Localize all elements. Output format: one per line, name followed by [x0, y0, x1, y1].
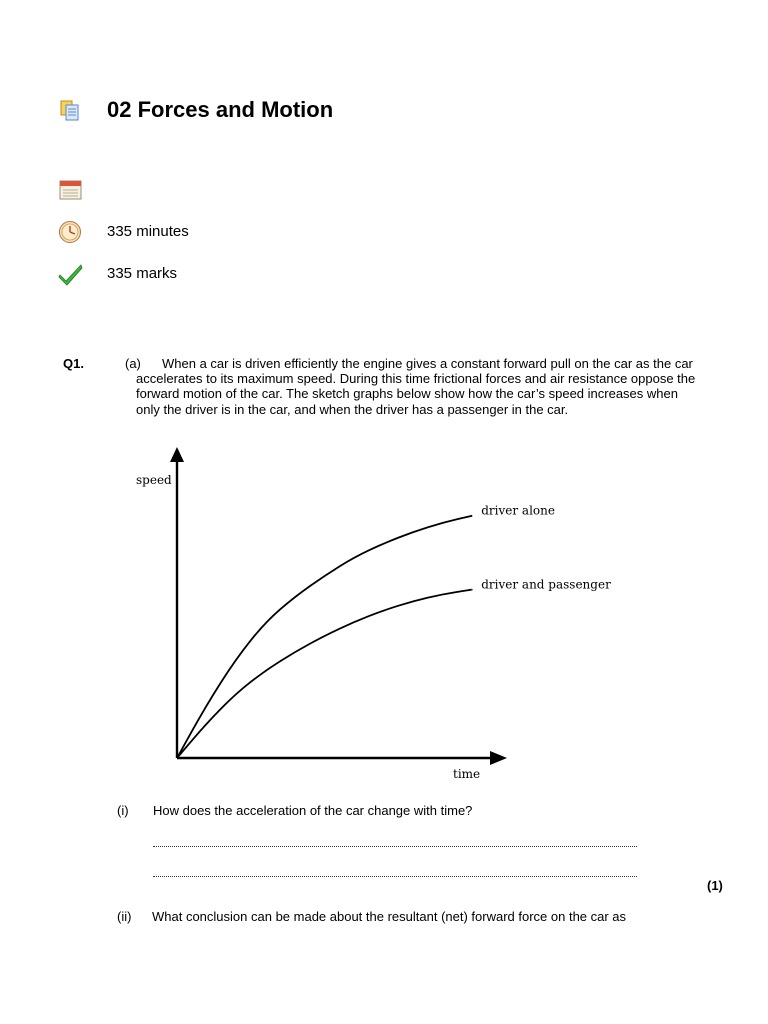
series-line-2	[177, 590, 472, 758]
x-axis-arrow	[490, 751, 507, 765]
page-title: 02 Forces and Motion	[107, 97, 334, 122]
x-axis-label: time	[453, 767, 481, 781]
answer-line[interactable]	[153, 846, 637, 847]
answer-line[interactable]	[153, 876, 637, 877]
marks-allocation: (1)	[707, 878, 723, 893]
y-axis-label: speed	[136, 473, 172, 487]
speed-time-chart	[130, 445, 630, 790]
subquestion-i-text: How does the acceleration of the car change with time?	[153, 803, 473, 818]
subquestion-ii-label: (ii)	[117, 909, 132, 924]
documents-icon	[58, 98, 84, 124]
subquestion-i-label: (i)	[117, 803, 129, 818]
question-number: Q1.	[63, 356, 84, 371]
clock-icon	[58, 219, 84, 245]
series-label-1: driver alone	[481, 503, 555, 518]
subquestion-ii-text: What conclusion can be made about the resultant (net) forward force on the car as	[152, 909, 627, 924]
series-label-2: driver and passenger	[481, 577, 611, 592]
duration-text: 335 minutes	[107, 223, 189, 240]
checkmark-icon	[58, 261, 84, 287]
marks-text: 335 marks	[107, 265, 178, 282]
calendar-icon	[58, 177, 84, 203]
question-part-label: (a)	[125, 356, 141, 371]
y-axis-arrow	[170, 447, 184, 462]
question-intro: When a car is driven efficiently the engine gives a constant forward pull on the car as the car accelerates to its maximum speed. During this time frictional forces and air resistance oppose the forward motion of the car. The sketch graphs below show how the car’s speed increases when only the driver is in the car, and when the driver has a passenger in the car.	[136, 356, 696, 417]
